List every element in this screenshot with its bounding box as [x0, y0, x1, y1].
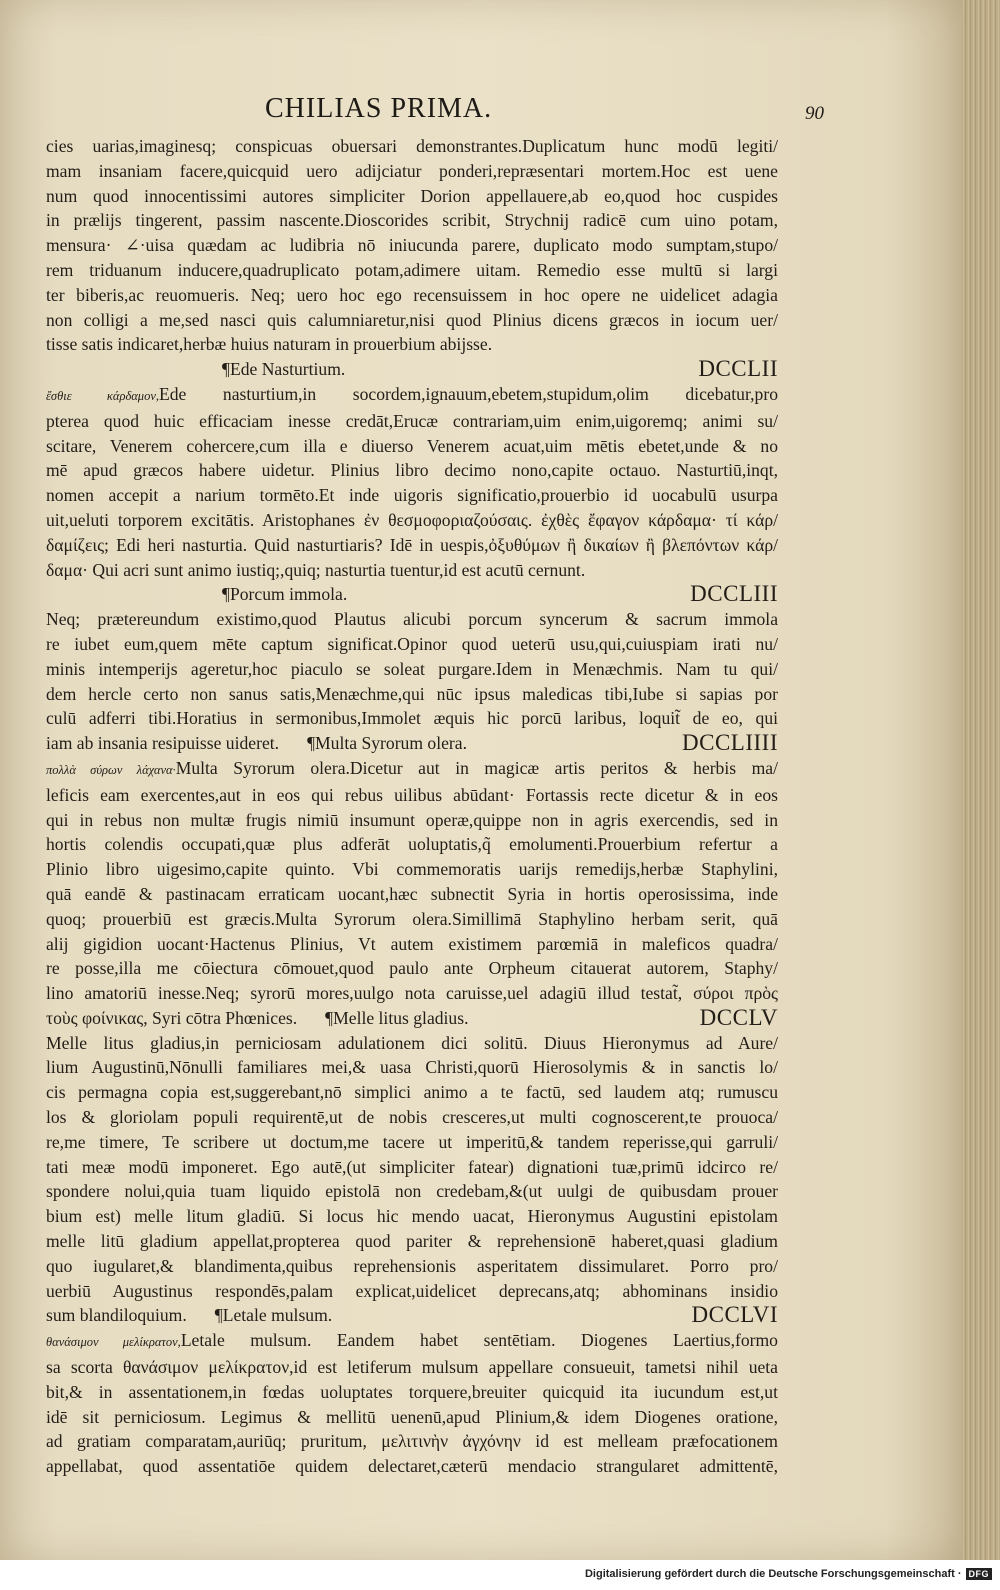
line-text: qui in rebus non multæ frugis nimiū insumunt operæ,quippe non in agris exercendis, sed in	[46, 809, 778, 830]
text-line	[46, 233, 778, 258]
line-text: δαμίζεις; Edi heri nasturtia. Quid nasturtiaris? Idē in uespis,ὀξυθύμων ἢ δικαίων ἢ βλεπόντων κάρ/	[46, 534, 778, 555]
line-text: melle litū gladium appellat,propterea quod pariter & reprehensionē haberet,quasi gladium	[46, 1231, 778, 1252]
line-text: bium est) melle litum gladiū. Si locus hic mendo uacat, Hieronymus Augustini epistolam	[46, 1206, 778, 1227]
dfg-logo-icon: DFG	[966, 1568, 993, 1580]
text-line	[46, 208, 778, 233]
text-line	[46, 1229, 778, 1254]
text-line	[46, 558, 778, 583]
line-text: pterea quod huic efficaciam inesse credāt,Erucæ contrariam,uim enim,uigoremq; animi su/	[46, 410, 778, 431]
adage-number: DCCLII	[698, 356, 778, 382]
line-text: quā eandē & pastinacam erraticam uocant,hæc subnectit Syria in hortis operosissima, inde	[46, 883, 778, 904]
line-text: hortis colendis occupati,quæ plus adferāt uoluptatis,q̃ emolumenti.Prouerbium refertur a	[46, 834, 778, 855]
text-line	[46, 1080, 778, 1105]
line-text: appellabat, quod assentatiōe quidem delectaret,cæterū mendacio strangularet admittentē,	[46, 1456, 778, 1477]
adage-heading	[46, 1006, 778, 1031]
line-text: Multa Syrorum olera.Dicetur aut in magicæ artis peritos & herbis ma/	[175, 757, 778, 778]
line-text: Melle litus gladius,in perniciosam adulationem dici solitū. Diuus Hieronymus ad Aure/	[46, 1032, 778, 1053]
adage-number: DCCLIII	[690, 581, 778, 607]
text-line	[46, 657, 778, 682]
line-text: mē apud græcos habere uidetur. Plinius libro decimo nono,capite octauo. Nasturtiū,inqt,	[46, 460, 778, 481]
line-text: non colligi a me,sed nasci quis calumniaretur,nisi quod Plinius dicens græcos in iocum uer/	[46, 309, 778, 330]
line-text: dem hercle certo non sanus satis,Menæchme,qui nūc ipsus maledicas tibi,Iube si sapias por	[46, 683, 778, 704]
adage-heading	[46, 582, 778, 607]
line-text: cies uarias,imaginesq; conspicuas obuersari demonstrantes.Duplicatum hunc modū legiti/	[46, 136, 778, 156]
text-line	[46, 434, 778, 459]
text-line	[46, 706, 778, 731]
text-line	[46, 882, 778, 907]
line-text: re iubet eum,quem mēte captum significat.Opinor quod ueterū usu,qui,cuiuspiam irati nu/	[46, 633, 778, 654]
adage-number: DCCLV	[699, 1004, 778, 1030]
adage-title: ¶Ede Nasturtium.	[222, 359, 346, 380]
text-line	[46, 1405, 778, 1430]
line-text: rem triduanum inducere,quadruplicato potam,adimere uitam. Remedio esse multū si largi	[46, 259, 778, 280]
line-text: Letale mulsum. Eandem habet sentētiam. Diogenes Laertius,formo	[180, 1330, 778, 1351]
line-text: spondere nolui,quia tuam liquido epistolā non credebam,&(ut uulgi de quibusdam prouer	[46, 1181, 778, 1202]
text-line	[46, 483, 778, 508]
line-text: leficis eam exercentes,aut in eos qui rebus uilibus abūdant· Fortassis recte dicetur & in eos	[46, 784, 778, 805]
line-text: lium Augustinū,Nōnulli familiares mei,& uasa Christi,quorū Hierosolymis & in sanctis lo/	[46, 1057, 778, 1078]
line-text: culū adferri tibi.Horatius in sermonibus,Immolet æquis hic porcū laribus, loquit̃ de eo, qui	[46, 708, 778, 729]
line-text: re,me timere, Te scribere ut doctum,me tacere ut imperitū,& tandem reperisse,qui garruli/	[46, 1131, 778, 1152]
line-text: lino amatoriū inesse.Neq; syrorū mores,uulgo nota caruisse,uel adagiū illud testat̃, σύροι πρὸς	[46, 983, 778, 1004]
line-text: scitare, Venerem cohercere,cum illa e diuerso Venerem acuat,uim mētis ebetet,unde & no	[46, 435, 778, 456]
text-line	[46, 783, 778, 808]
line-text: cis permagna copia est,suggerebant,nō simplici animo a te factū, sed laudem atq; rumuscu	[46, 1082, 778, 1103]
line-text: ter biberis,ac reuomueris. Neq; uero hoc ego recensuissem in hoc opere ne uidelicet adagia	[46, 284, 778, 305]
text-line	[46, 332, 778, 357]
text-line	[46, 1155, 778, 1180]
line-text: idē sit perniciosum. Legimus & mellitū uenenū,apud Plinium,& idem Diogenes oratione,	[46, 1406, 778, 1427]
adage-title: ¶Porcum immola.	[222, 584, 348, 605]
line-text: Plinio libro uigesimo,capite quinto. Vbi commemoratis uarijs remedijs,herbæ Staphylini,	[46, 859, 778, 880]
text-line	[46, 1380, 778, 1405]
text-line	[46, 808, 778, 833]
line-text: in prælijs tingerent, passim nascente.Dioscorides scribit, Strychnij radicē cum uino potam,	[46, 210, 778, 231]
line-end-text: τοὺς φοίνικας, Syri cōtra Phœnices.	[46, 1007, 298, 1028]
line-text: tisse satis indicaret,herbæ huius naturam in prouerbium abijsse.	[46, 334, 493, 355]
text-line	[46, 632, 778, 657]
text-line	[46, 682, 778, 707]
greek-lemma: πολλὰ σύρων λάχανα·	[46, 762, 176, 777]
text-line	[46, 1454, 778, 1479]
text-line	[46, 857, 778, 882]
adage-title: ¶Letale mulsum.	[214, 1305, 333, 1326]
line-text: Ede nasturtium,in socordem,ignauum,ebetem,stupidum,olim dicebatur,pro	[159, 383, 778, 404]
text-line	[46, 458, 778, 483]
line-text: sa scorta θανάσιμον μελίκρατον,id est letiferum mulsum appellare consueuit, tametsi nihil ueta	[46, 1357, 778, 1378]
line-text: uerbiū Augustinus respondēs,palam explicat,uidelicet deprecans,atq; abhominans insidio	[46, 1280, 778, 1301]
line-text: ad gratiam comparatam,auriūq; pruritum, μελιτινὴν ἀγχόνην id est melleam præfocationem	[46, 1431, 778, 1452]
line-text: num quod innocentissimi autores simpliciter Dorion appellauere,ab eo,quod hoc cuspides	[46, 185, 778, 206]
adage-title: ¶Melle litus gladius.	[325, 1007, 469, 1028]
running-title: CHILIAS PRIMA.	[265, 93, 493, 124]
text-line	[46, 1105, 778, 1130]
text-line	[46, 258, 778, 283]
adage-heading	[46, 1303, 778, 1328]
text-line	[46, 184, 778, 209]
line-end-text: iam ab insania resipuisse uideret.	[46, 733, 280, 754]
line-text: quo iugularet,& blandimenta,quibus reprehensionis asperitatem dissimularet. Porro pro/	[46, 1255, 778, 1276]
footer-credit: Digitalisierung gefördert durch die Deutsche Forschungsgemeinschaft ·	[584, 1568, 962, 1580]
text-line	[46, 533, 778, 558]
line-text: mam insaniam facere,quicquid uero adijciatur ponderi,repræsentari mortem.Hoc est uene	[46, 160, 778, 181]
text-line	[46, 1328, 778, 1355]
line-text: re posse,illa me cōiectura cōmouet,quod paulo ante Orpheum citauerat autorem, Staphy/	[46, 958, 778, 979]
line-text: uit,ueluti torporem excitātis. Aristophanes ἐν θεσμοφοριαζούσαις. ἐχθὲς ἔφαγον κάρδαμα· τί κάρ/	[46, 509, 778, 530]
text-line	[46, 1130, 778, 1155]
text-line	[46, 1031, 778, 1056]
text-line	[46, 1279, 778, 1304]
text-line	[46, 382, 778, 409]
line-text: los & gloriolam populi requirentē,ut de nobis cresceres,ut multi cognoscerent,te prouoca/	[46, 1107, 778, 1128]
text-line	[46, 832, 778, 857]
text-line	[46, 956, 778, 981]
text-line	[46, 1429, 778, 1454]
line-text: mensura· ∠·uisa quædam ac ludibria nō iniucunda parere, duplicato modo sumptam,stupo/	[46, 235, 778, 256]
line-text: minis intemperijs ageretur,hoc piaculo se soleat purgare.Idem in Menæchmis. Nam tu qui/	[46, 658, 778, 679]
text-line	[46, 907, 778, 932]
text-line	[46, 134, 778, 159]
text-line	[46, 283, 778, 308]
adage-title: ¶Multa Syrorum olera.	[307, 733, 467, 754]
line-text: quoq; prouerbiū est græcis.Multa Syrorum olera.Simillimā Staphylino herbam serit, quā	[46, 908, 778, 929]
footer	[585, 1568, 992, 1580]
text-line	[46, 932, 778, 957]
text-line	[46, 1254, 778, 1279]
greek-lemma: ἔσθιε κάρδαμον,	[46, 388, 160, 403]
text-line	[46, 1055, 778, 1080]
line-text: alij gigidion uocant·Hactenus Plinius, Vt autem existimem parœmiā in maleficos quadra/	[46, 933, 778, 954]
text-line	[46, 308, 778, 333]
text-line	[46, 607, 778, 632]
text-line	[46, 159, 778, 184]
text-line	[46, 756, 778, 783]
line-text: Neq; prætereundum existimo,quod Plautus alicubi porcum syncerum & sacrum immola	[46, 609, 778, 630]
line-text: nomen accepit a narium tormēto.Et inde uigoris significatio,prouerbio id uocabulū usurpa	[46, 485, 778, 506]
page-number: 90	[805, 103, 824, 124]
text-line	[46, 981, 778, 1006]
adage-number: DCCLIIII	[682, 730, 778, 756]
adage-heading	[46, 357, 778, 382]
line-text: δαμα· Qui acri sunt animo iustiq;,quiq; nasturtia tuentur,id est acutū cernunt.	[46, 559, 586, 580]
greek-lemma: θανάσιμον μελίκρατον,	[46, 1335, 181, 1350]
line-text: tati meæ modū imponeret. Ego autē,(ut simpliciter fatear) dignationi tuæ,primū idcirco re/	[46, 1156, 778, 1177]
text-line	[46, 1355, 778, 1380]
text-line	[46, 1204, 778, 1229]
text-line	[46, 409, 778, 434]
body-text	[46, 134, 778, 1479]
text-line	[46, 1179, 778, 1204]
line-text: bit,& in assentationem,in fœdas uoluptates torquere,breuiter quicquid ita iucundum est,ut	[46, 1381, 778, 1402]
adage-heading	[46, 731, 778, 756]
page-edge	[962, 0, 1000, 1560]
text-line	[46, 508, 778, 533]
adage-number: DCCLVI	[691, 1302, 778, 1328]
line-end-text: sum blandiloquium.	[46, 1305, 187, 1326]
